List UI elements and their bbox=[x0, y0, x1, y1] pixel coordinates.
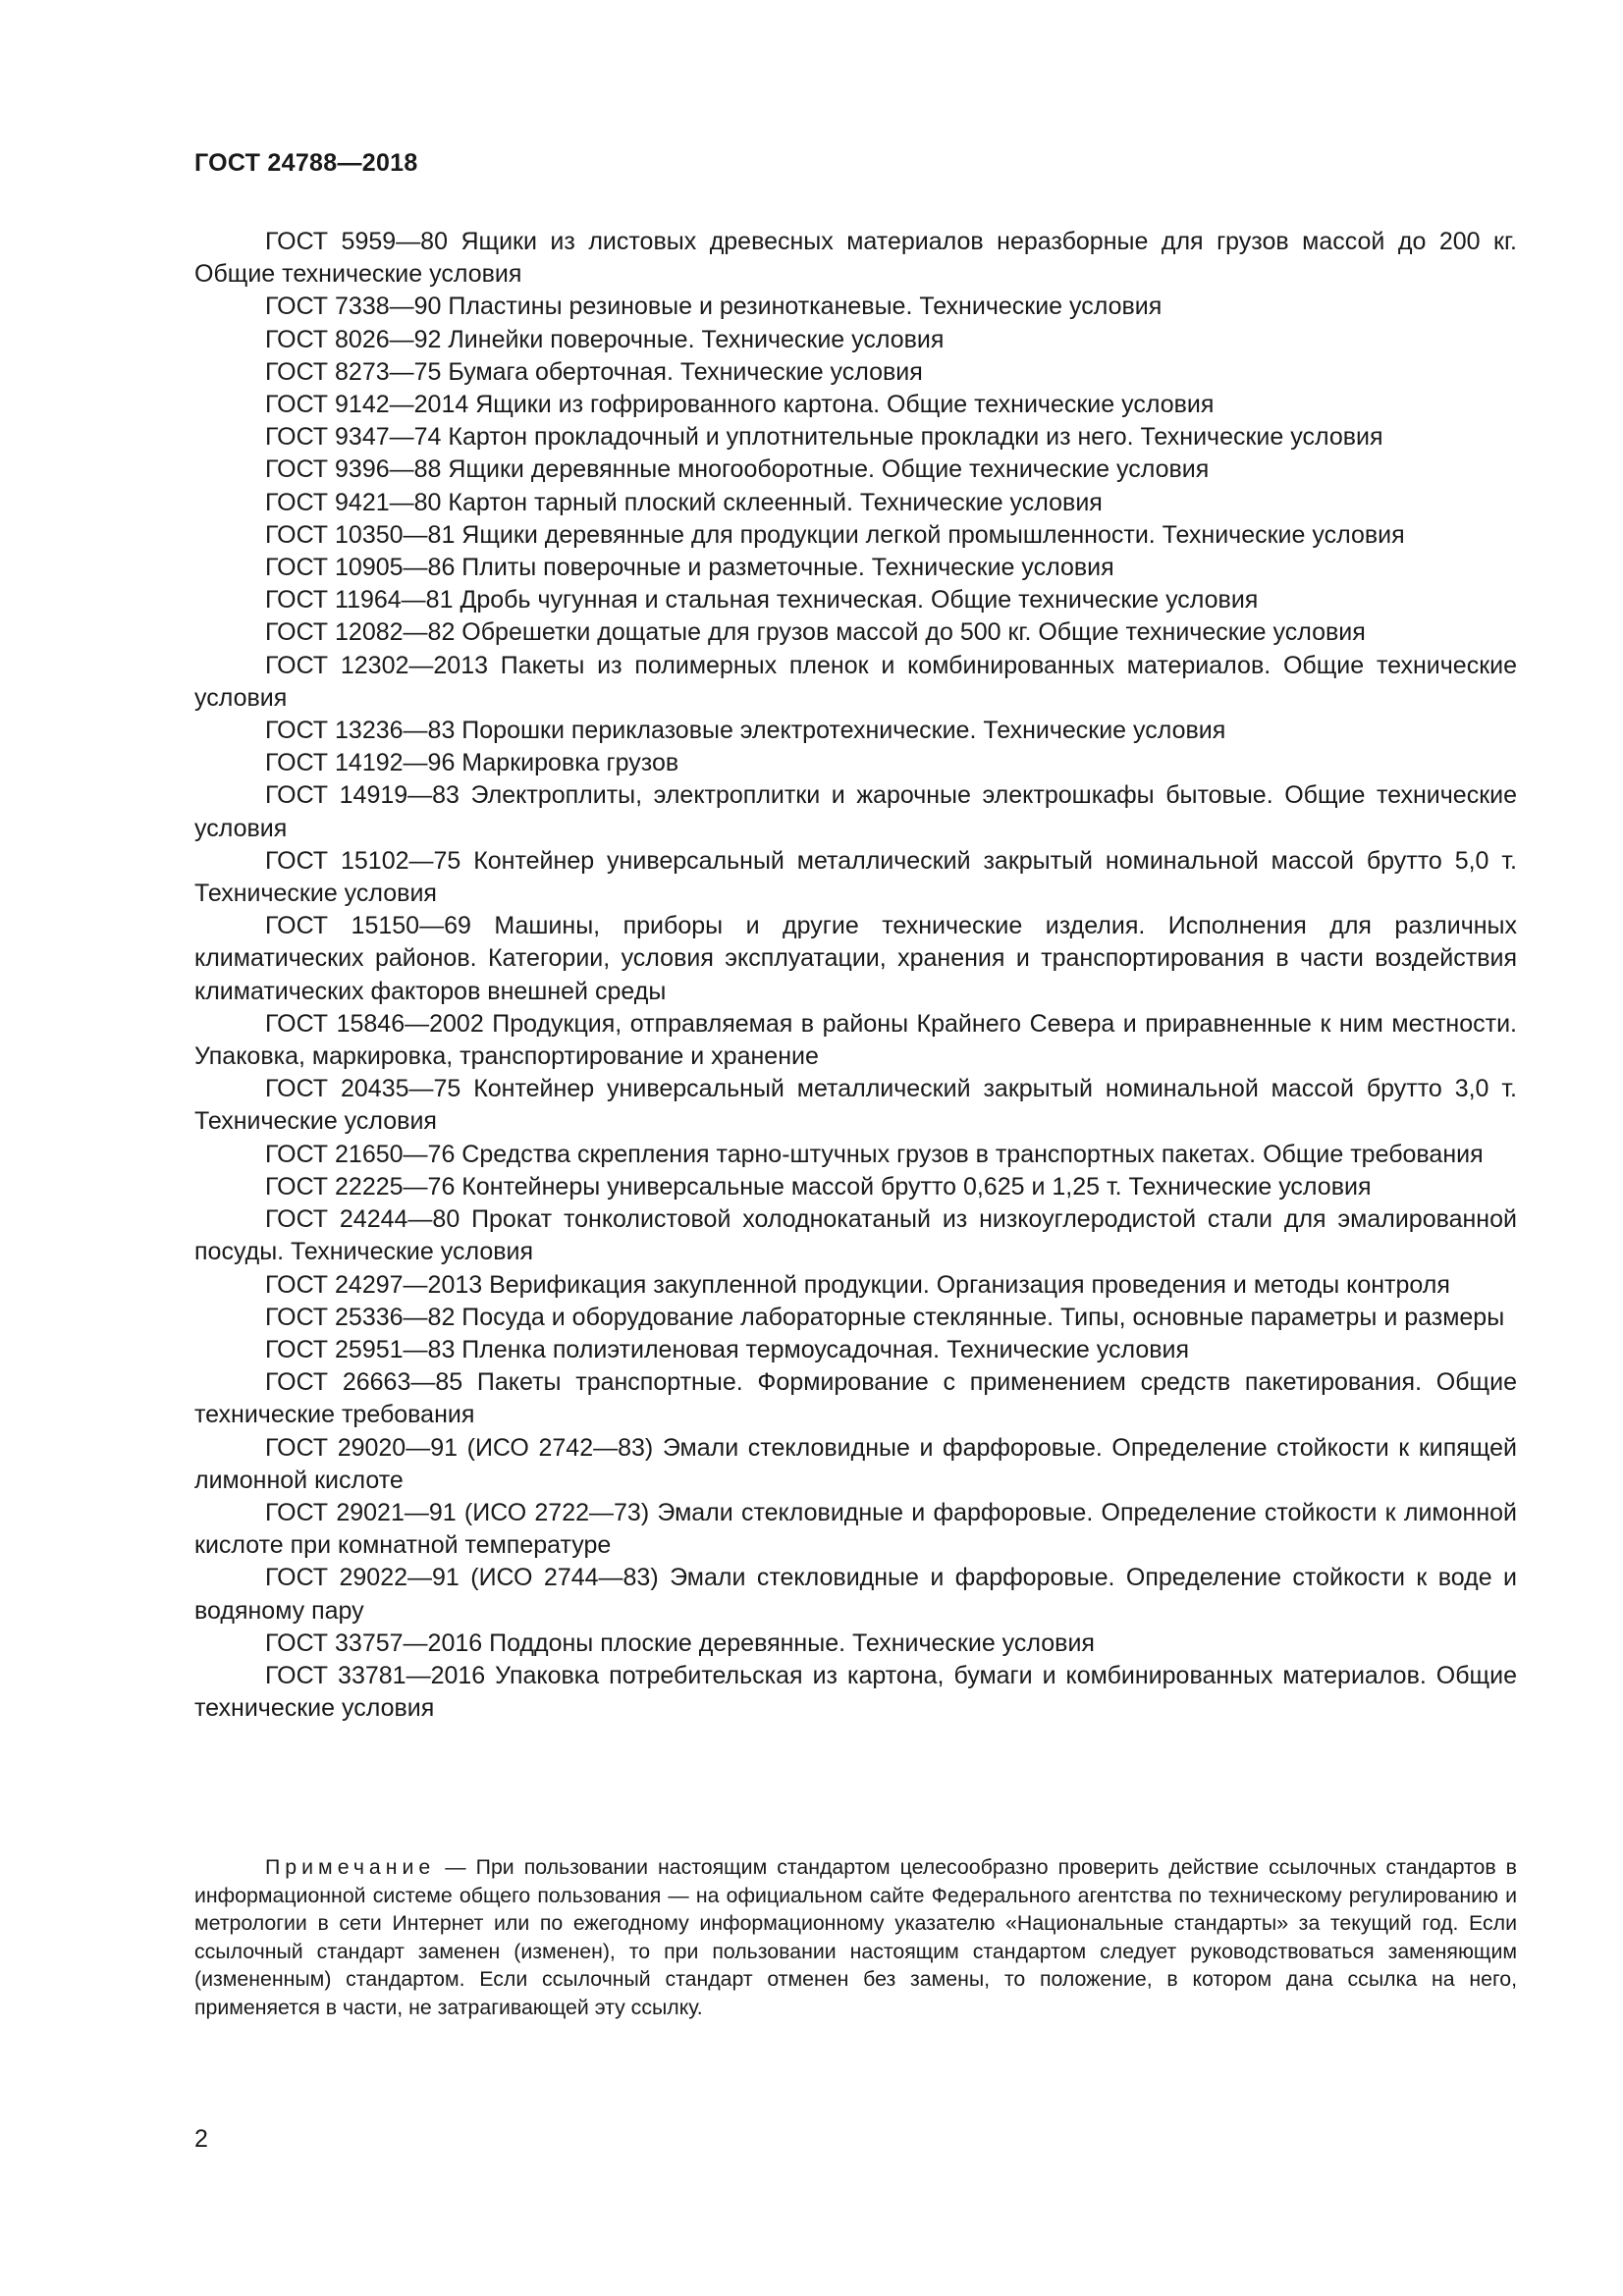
reference-item: ГОСТ 21650—76 Средства скрепления тарно-штучных грузов в транспортных пакетах. Общие требования bbox=[265, 1140, 1484, 1168]
reference-item: ГОСТ 33757—2016 Поддоны плоские деревянные. Технические условия bbox=[265, 1629, 1095, 1657]
reference-item: ГОСТ 33781—2016 Упаковка потребительская из картона, бумаги и комбинированных материалов. Общие технические условия bbox=[194, 1661, 1517, 1723]
reference-item: ГОСТ 10350—81 Ящики деревянные для продукции легкой промышленности. Технические условия bbox=[265, 520, 1405, 549]
reference-item: ГОСТ 8026—92 Линейки поверочные. Технические условия bbox=[265, 325, 945, 353]
reference-item: ГОСТ 12302—2013 Пакеты из полимерных пленок и комбинированных материалов. Общие технические условия bbox=[194, 651, 1517, 712]
reference-item: ГОСТ 22225—76 Контейнеры универсальные массой брутто 0,625 и 1,25 т. Технические условия bbox=[265, 1172, 1372, 1201]
reference-item: ГОСТ 25336—82 Посуда и оборудование лабораторные стеклянные. Типы, основные параметры и размеры bbox=[265, 1303, 1505, 1331]
reference-item: ГОСТ 15150—69 Машины, приборы и другие технические изделия. Исполнения для различных климатических районов. Категории, условия эксплуатации, хранения и транспортирования в части воздействия климатических факторов внешней среды bbox=[194, 912, 1517, 1005]
reference-item: ГОСТ 5959—80 Ящики из листовых древесных материалов неразборные для грузов массой до 200 кг. Общие технические условия bbox=[194, 228, 1517, 289]
reference-item: ГОСТ 24297—2013 Верификация закупленной продукции. Организация проведения и методы контроля bbox=[265, 1270, 1450, 1299]
page-number: 2 bbox=[194, 2125, 208, 2153]
reference-item: ГОСТ 11964—81 Дробь чугунная и стальная техническая. Общие технические условия bbox=[265, 586, 1259, 614]
reference-item: ГОСТ 29022—91 (ИСО 2744—83) Эмали стекловидные и фарфоровые. Определение стойкости к воде и водяному пару bbox=[194, 1564, 1517, 1625]
reference-item: ГОСТ 9142—2014 Ящики из гофрированного картона. Общие технические условия bbox=[265, 391, 1215, 419]
reference-item: ГОСТ 14192—96 Маркировка грузов bbox=[265, 749, 679, 777]
normative-references-list bbox=[194, 226, 1517, 1725]
reference-item: ГОСТ 20435—75 Контейнер универсальный металлический закрытый номинальной массой брутто 3,0 т. Технические условия bbox=[194, 1075, 1517, 1136]
reference-item: ГОСТ 10905—86 Плиты поверочные и разметочные. Технические условия bbox=[265, 554, 1114, 582]
note-label: Примечание bbox=[265, 1855, 436, 1879]
reference-item: ГОСТ 15846—2002 Продукция, отправляемая в районы Крайнего Севера и приравненные к ним местности. Упаковка, маркировка, транспортирование и хранение bbox=[194, 1009, 1517, 1071]
reference-item: ГОСТ 9396—88 Ящики деревянные многооборотные. Общие технические условия bbox=[265, 455, 1210, 484]
reference-item: ГОСТ 25951—83 Пленка полиэтиленовая термоусадочная. Технические условия bbox=[265, 1335, 1190, 1363]
reference-item: ГОСТ 15102—75 Контейнер универсальный металлический закрытый номинальной массой брутто 5,0 т. Технические условия bbox=[194, 846, 1517, 908]
reference-item: ГОСТ 24244—80 Прокат тонколистовой холоднокатаный из низкоуглеродистой стали для эмалированной посуды. Технические условия bbox=[194, 1205, 1517, 1266]
standard-header: ГОСТ 24788—2018 bbox=[194, 149, 418, 177]
reference-item: ГОСТ 29020—91 (ИСО 2742—83) Эмали стекловидные и фарфоровые. Определение стойкости к кипящей лимонной кислоте bbox=[194, 1433, 1517, 1494]
reference-item: ГОСТ 9421—80 Картон тарный плоский склеенный. Технические условия bbox=[265, 488, 1103, 516]
reference-item: ГОСТ 8273—75 Бумага оберточная. Технические условия bbox=[265, 357, 923, 386]
reference-item: ГОСТ 29021—91 (ИСО 2722—73) Эмали стекловидные и фарфоровые. Определение стойкости к лимонной кислоте при комнатной температуре bbox=[194, 1498, 1517, 1560]
reference-item: ГОСТ 12082—82 Обрешетки дощатые для грузов массой до 500 кг. Общие технические условия bbox=[265, 618, 1366, 647]
reference-item: ГОСТ 13236—83 Порошки периклазовые электротехнические. Технические условия bbox=[265, 717, 1226, 745]
reference-item: ГОСТ 14919—83 Электроплиты, электроплитки и жарочные электрошкафы бытовые. Общие технические условия bbox=[194, 781, 1517, 842]
note-text: — При пользовании настоящим стандартом целесообразно проверить действие ссылочных стандартов в информационной системе общего пользования — на официальном сайте Федерального агентства по техническому регулированию и метрологии в сети Интернет или по ежегодному информационному указателю «Национальные стандарты» за текущий год. Если ссылочный стандарт заменен (изменен), то при пользовании настоящим стандартом следует руководствоваться заменяющим (измененным) стандартом. Если ссылочный стандарт отменен без замены, то положение, в котором дана ссылка на него, применяется в части, не затрагивающей эту ссылку. bbox=[194, 1855, 1517, 2019]
reference-item: ГОСТ 9347—74 Картон прокладочный и уплотнительные прокладки из него. Технические условия bbox=[265, 423, 1383, 452]
note-paragraph bbox=[194, 1853, 1517, 2022]
reference-item: ГОСТ 7338—90 Пластины резиновые и резинотканевые. Технические условия bbox=[265, 293, 1163, 321]
reference-item: ГОСТ 26663—85 Пакеты транспортные. Формирование с применением средств пакетирования. Общие технические требования bbox=[194, 1368, 1517, 1429]
